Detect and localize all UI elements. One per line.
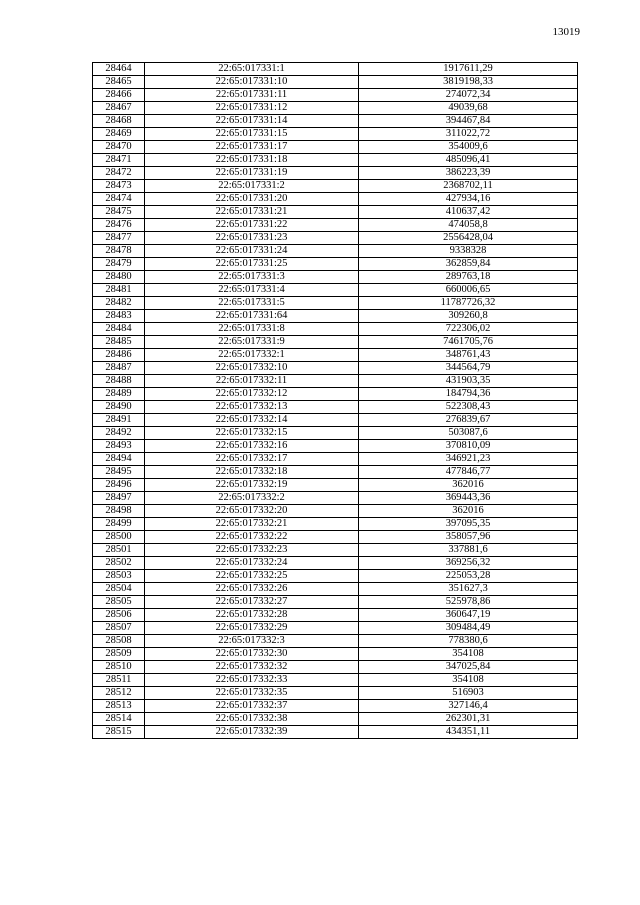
cadastral-number-cell: 22:65:017332:32 xyxy=(145,661,359,674)
cadastral-number-cell: 22:65:017331:17 xyxy=(145,141,359,154)
table-row xyxy=(93,414,578,427)
cadastral-number-cell: 22:65:017331:18 xyxy=(145,154,359,167)
row-number-cell: 28473 xyxy=(93,180,145,193)
table-row xyxy=(93,609,578,622)
cadastral-number-cell: 22:65:017332:38 xyxy=(145,713,359,726)
cadastral-value-cell: 289763,18 xyxy=(359,271,578,284)
cadastral-value-cell: 309484,49 xyxy=(359,622,578,635)
table-row xyxy=(93,518,578,531)
row-number-cell: 28512 xyxy=(93,687,145,700)
cadastral-number-cell: 22:65:017332:18 xyxy=(145,466,359,479)
cadastral-number-cell: 22:65:017332:11 xyxy=(145,375,359,388)
cadastral-value-cell: 778380,6 xyxy=(359,635,578,648)
row-number-cell: 28472 xyxy=(93,167,145,180)
table-row xyxy=(93,167,578,180)
table-row xyxy=(93,479,578,492)
table-row xyxy=(93,726,578,739)
row-number-cell: 28476 xyxy=(93,219,145,232)
row-number-cell: 28478 xyxy=(93,245,145,258)
cadastral-number-cell: 22:65:017331:24 xyxy=(145,245,359,258)
row-number-cell: 28495 xyxy=(93,466,145,479)
cadastral-value-cell: 360647,19 xyxy=(359,609,578,622)
row-number-cell: 28485 xyxy=(93,336,145,349)
table-row xyxy=(93,596,578,609)
cadastral-number-cell: 22:65:017331:12 xyxy=(145,102,359,115)
cadastral-number-cell: 22:65:017332:19 xyxy=(145,479,359,492)
cadastral-value-cell: 49039,68 xyxy=(359,102,578,115)
cadastral-value-cell: 477846,77 xyxy=(359,466,578,479)
cadastral-value-table xyxy=(92,62,578,739)
cadastral-value-cell: 184794,36 xyxy=(359,388,578,401)
table-row xyxy=(93,557,578,570)
cadastral-number-cell: 22:65:017332:37 xyxy=(145,700,359,713)
row-number-cell: 28488 xyxy=(93,375,145,388)
row-number-cell: 28467 xyxy=(93,102,145,115)
cadastral-number-cell: 22:65:017332:13 xyxy=(145,401,359,414)
cadastral-number-cell: 22:65:017331:23 xyxy=(145,232,359,245)
cadastral-value-cell: 3819198,33 xyxy=(359,76,578,89)
cadastral-number-cell: 22:65:017331:1 xyxy=(145,63,359,76)
cadastral-number-cell: 22:65:017332:28 xyxy=(145,609,359,622)
cadastral-number-cell: 22:65:017332:39 xyxy=(145,726,359,739)
row-number-cell: 28509 xyxy=(93,648,145,661)
cadastral-value-cell: 1917611,29 xyxy=(359,63,578,76)
cadastral-value-cell: 362016 xyxy=(359,505,578,518)
row-number-cell: 28504 xyxy=(93,583,145,596)
cadastral-value-cell: 9338328 xyxy=(359,245,578,258)
cadastral-value-cell: 485096,41 xyxy=(359,154,578,167)
row-number-cell: 28505 xyxy=(93,596,145,609)
row-number-cell: 28514 xyxy=(93,713,145,726)
row-number-cell: 28489 xyxy=(93,388,145,401)
cadastral-number-cell: 22:65:017331:9 xyxy=(145,336,359,349)
row-number-cell: 28493 xyxy=(93,440,145,453)
cadastral-value-cell: 397095,35 xyxy=(359,518,578,531)
row-number-cell: 28513 xyxy=(93,700,145,713)
cadastral-value-cell: 474058,8 xyxy=(359,219,578,232)
table-row xyxy=(93,128,578,141)
table-row xyxy=(93,141,578,154)
row-number-cell: 28515 xyxy=(93,726,145,739)
cadastral-value-cell: 262301,31 xyxy=(359,713,578,726)
row-number-cell: 28500 xyxy=(93,531,145,544)
cadastral-number-cell: 22:65:017331:64 xyxy=(145,310,359,323)
cadastral-value-cell: 309260,8 xyxy=(359,310,578,323)
row-number-cell: 28474 xyxy=(93,193,145,206)
row-number-cell: 28469 xyxy=(93,128,145,141)
table-row xyxy=(93,700,578,713)
cadastral-number-cell: 22:65:017332:25 xyxy=(145,570,359,583)
cadastral-number-cell: 22:65:017332:27 xyxy=(145,596,359,609)
cadastral-value-cell: 362016 xyxy=(359,479,578,492)
cadastral-number-cell: 22:65:017331:4 xyxy=(145,284,359,297)
row-number-cell: 28466 xyxy=(93,89,145,102)
row-number-cell: 28510 xyxy=(93,661,145,674)
table-row xyxy=(93,375,578,388)
table-row xyxy=(93,206,578,219)
cadastral-value-cell: 276839,67 xyxy=(359,414,578,427)
table-row xyxy=(93,297,578,310)
cadastral-number-cell: 22:65:017332:16 xyxy=(145,440,359,453)
row-number-cell: 28496 xyxy=(93,479,145,492)
table-row xyxy=(93,583,578,596)
cadastral-value-cell: 410637,42 xyxy=(359,206,578,219)
cadastral-value-cell: 344564,79 xyxy=(359,362,578,375)
cadastral-number-cell: 22:65:017331:5 xyxy=(145,297,359,310)
cadastral-value-cell: 351627,3 xyxy=(359,583,578,596)
row-number-cell: 28484 xyxy=(93,323,145,336)
cadastral-value-cell: 311022,72 xyxy=(359,128,578,141)
cadastral-value-cell: 427934,16 xyxy=(359,193,578,206)
table-row xyxy=(93,674,578,687)
cadastral-value-cell: 2556428,04 xyxy=(359,232,578,245)
cadastral-value-cell: 11787726,32 xyxy=(359,297,578,310)
cadastral-value-cell: 2368702,11 xyxy=(359,180,578,193)
cadastral-value-cell: 431903,35 xyxy=(359,375,578,388)
table-row xyxy=(93,635,578,648)
row-number-cell: 28494 xyxy=(93,453,145,466)
cadastral-number-cell: 22:65:017331:21 xyxy=(145,206,359,219)
cadastral-value-cell: 516903 xyxy=(359,687,578,700)
row-number-cell: 28497 xyxy=(93,492,145,505)
cadastral-value-cell: 358057,96 xyxy=(359,531,578,544)
table-row xyxy=(93,323,578,336)
table-row xyxy=(93,687,578,700)
table-row xyxy=(93,284,578,297)
table-row xyxy=(93,388,578,401)
cadastral-number-cell: 22:65:017331:11 xyxy=(145,89,359,102)
table-row xyxy=(93,661,578,674)
cadastral-value-cell: 503087,6 xyxy=(359,427,578,440)
table-row xyxy=(93,115,578,128)
row-number-cell: 28465 xyxy=(93,76,145,89)
cadastral-value-cell: 348761,43 xyxy=(359,349,578,362)
cadastral-value-cell: 7461705,76 xyxy=(359,336,578,349)
cadastral-value-cell: 362859,84 xyxy=(359,258,578,271)
cadastral-number-cell: 22:65:017331:20 xyxy=(145,193,359,206)
cadastral-number-cell: 22:65:017332:17 xyxy=(145,453,359,466)
table-row xyxy=(93,453,578,466)
table-row xyxy=(93,180,578,193)
cadastral-number-cell: 22:65:017332:3 xyxy=(145,635,359,648)
cadastral-number-cell: 22:65:017332:35 xyxy=(145,687,359,700)
table-row xyxy=(93,648,578,661)
row-number-cell: 28480 xyxy=(93,271,145,284)
table-row xyxy=(93,63,578,76)
table-row xyxy=(93,570,578,583)
row-number-cell: 28502 xyxy=(93,557,145,570)
cadastral-value-cell: 722306,02 xyxy=(359,323,578,336)
cadastral-number-cell: 22:65:017332:30 xyxy=(145,648,359,661)
row-number-cell: 28475 xyxy=(93,206,145,219)
table-row xyxy=(93,310,578,323)
cadastral-number-cell: 22:65:017332:26 xyxy=(145,583,359,596)
row-number-cell: 28479 xyxy=(93,258,145,271)
table-row xyxy=(93,154,578,167)
row-number-cell: 28492 xyxy=(93,427,145,440)
table-row xyxy=(93,336,578,349)
page-number: 13019 xyxy=(552,26,580,38)
row-number-cell: 28483 xyxy=(93,310,145,323)
row-number-cell: 28507 xyxy=(93,622,145,635)
cadastral-value-cell: 354108 xyxy=(359,674,578,687)
table-row xyxy=(93,427,578,440)
table-row xyxy=(93,232,578,245)
cadastral-number-cell: 22:65:017332:2 xyxy=(145,492,359,505)
cadastral-value-cell: 386223,39 xyxy=(359,167,578,180)
row-number-cell: 28482 xyxy=(93,297,145,310)
cadastral-number-cell: 22:65:017331:15 xyxy=(145,128,359,141)
cadastral-number-cell: 22:65:017331:3 xyxy=(145,271,359,284)
cadastral-value-cell: 369443,36 xyxy=(359,492,578,505)
row-number-cell: 28491 xyxy=(93,414,145,427)
row-number-cell: 28511 xyxy=(93,674,145,687)
cadastral-number-cell: 22:65:017332:24 xyxy=(145,557,359,570)
row-number-cell: 28487 xyxy=(93,362,145,375)
cadastral-number-cell: 22:65:017332:1 xyxy=(145,349,359,362)
table-row xyxy=(93,505,578,518)
table-row xyxy=(93,622,578,635)
table-row xyxy=(93,401,578,414)
row-number-cell: 28481 xyxy=(93,284,145,297)
cadastral-number-cell: 22:65:017332:23 xyxy=(145,544,359,557)
row-number-cell: 28506 xyxy=(93,609,145,622)
cadastral-value-cell: 354009,6 xyxy=(359,141,578,154)
cadastral-number-cell: 22:65:017331:25 xyxy=(145,258,359,271)
cadastral-number-cell: 22:65:017332:29 xyxy=(145,622,359,635)
table-row xyxy=(93,271,578,284)
cadastral-number-cell: 22:65:017331:8 xyxy=(145,323,359,336)
cadastral-value-cell: 369256,32 xyxy=(359,557,578,570)
table-row xyxy=(93,544,578,557)
cadastral-value-cell: 525978,86 xyxy=(359,596,578,609)
table-row xyxy=(93,492,578,505)
cadastral-number-cell: 22:65:017331:19 xyxy=(145,167,359,180)
cadastral-value-cell: 274072,34 xyxy=(359,89,578,102)
cadastral-value-cell: 225053,28 xyxy=(359,570,578,583)
table-row xyxy=(93,89,578,102)
cadastral-value-cell: 346921,23 xyxy=(359,453,578,466)
cadastral-number-cell: 22:65:017332:21 xyxy=(145,518,359,531)
cadastral-number-cell: 22:65:017331:22 xyxy=(145,219,359,232)
table-row xyxy=(93,466,578,479)
table-row xyxy=(93,440,578,453)
cadastral-number-cell: 22:65:017331:10 xyxy=(145,76,359,89)
cadastral-number-cell: 22:65:017332:12 xyxy=(145,388,359,401)
cadastral-number-cell: 22:65:017332:10 xyxy=(145,362,359,375)
cadastral-number-cell: 22:65:017331:14 xyxy=(145,115,359,128)
cadastral-value-cell: 394467,84 xyxy=(359,115,578,128)
row-number-cell: 28486 xyxy=(93,349,145,362)
cadastral-value-cell: 354108 xyxy=(359,648,578,661)
cadastral-value-cell: 327146,4 xyxy=(359,700,578,713)
row-number-cell: 28508 xyxy=(93,635,145,648)
table-row xyxy=(93,713,578,726)
row-number-cell: 28503 xyxy=(93,570,145,583)
row-number-cell: 28468 xyxy=(93,115,145,128)
cadastral-value-cell: 370810,09 xyxy=(359,440,578,453)
cadastral-number-cell: 22:65:017332:22 xyxy=(145,531,359,544)
row-number-cell: 28470 xyxy=(93,141,145,154)
row-number-cell: 28499 xyxy=(93,518,145,531)
row-number-cell: 28501 xyxy=(93,544,145,557)
table-row xyxy=(93,531,578,544)
cadastral-value-cell: 522308,43 xyxy=(359,401,578,414)
table-row xyxy=(93,219,578,232)
table-row xyxy=(93,258,578,271)
row-number-cell: 28464 xyxy=(93,63,145,76)
cadastral-number-cell: 22:65:017331:2 xyxy=(145,180,359,193)
table-body xyxy=(93,63,578,739)
cadastral-value-cell: 347025,84 xyxy=(359,661,578,674)
row-number-cell: 28498 xyxy=(93,505,145,518)
cadastral-number-cell: 22:65:017332:14 xyxy=(145,414,359,427)
row-number-cell: 28471 xyxy=(93,154,145,167)
row-number-cell: 28490 xyxy=(93,401,145,414)
cadastral-value-cell: 337881,6 xyxy=(359,544,578,557)
cadastral-number-cell: 22:65:017332:15 xyxy=(145,427,359,440)
table-row xyxy=(93,76,578,89)
table-row xyxy=(93,245,578,258)
cadastral-number-cell: 22:65:017332:20 xyxy=(145,505,359,518)
cadastral-value-cell: 434351,11 xyxy=(359,726,578,739)
table-row xyxy=(93,349,578,362)
row-number-cell: 28477 xyxy=(93,232,145,245)
table-row xyxy=(93,102,578,115)
table-row xyxy=(93,362,578,375)
cadastral-number-cell: 22:65:017332:33 xyxy=(145,674,359,687)
cadastral-value-cell: 660006,65 xyxy=(359,284,578,297)
table-row xyxy=(93,193,578,206)
